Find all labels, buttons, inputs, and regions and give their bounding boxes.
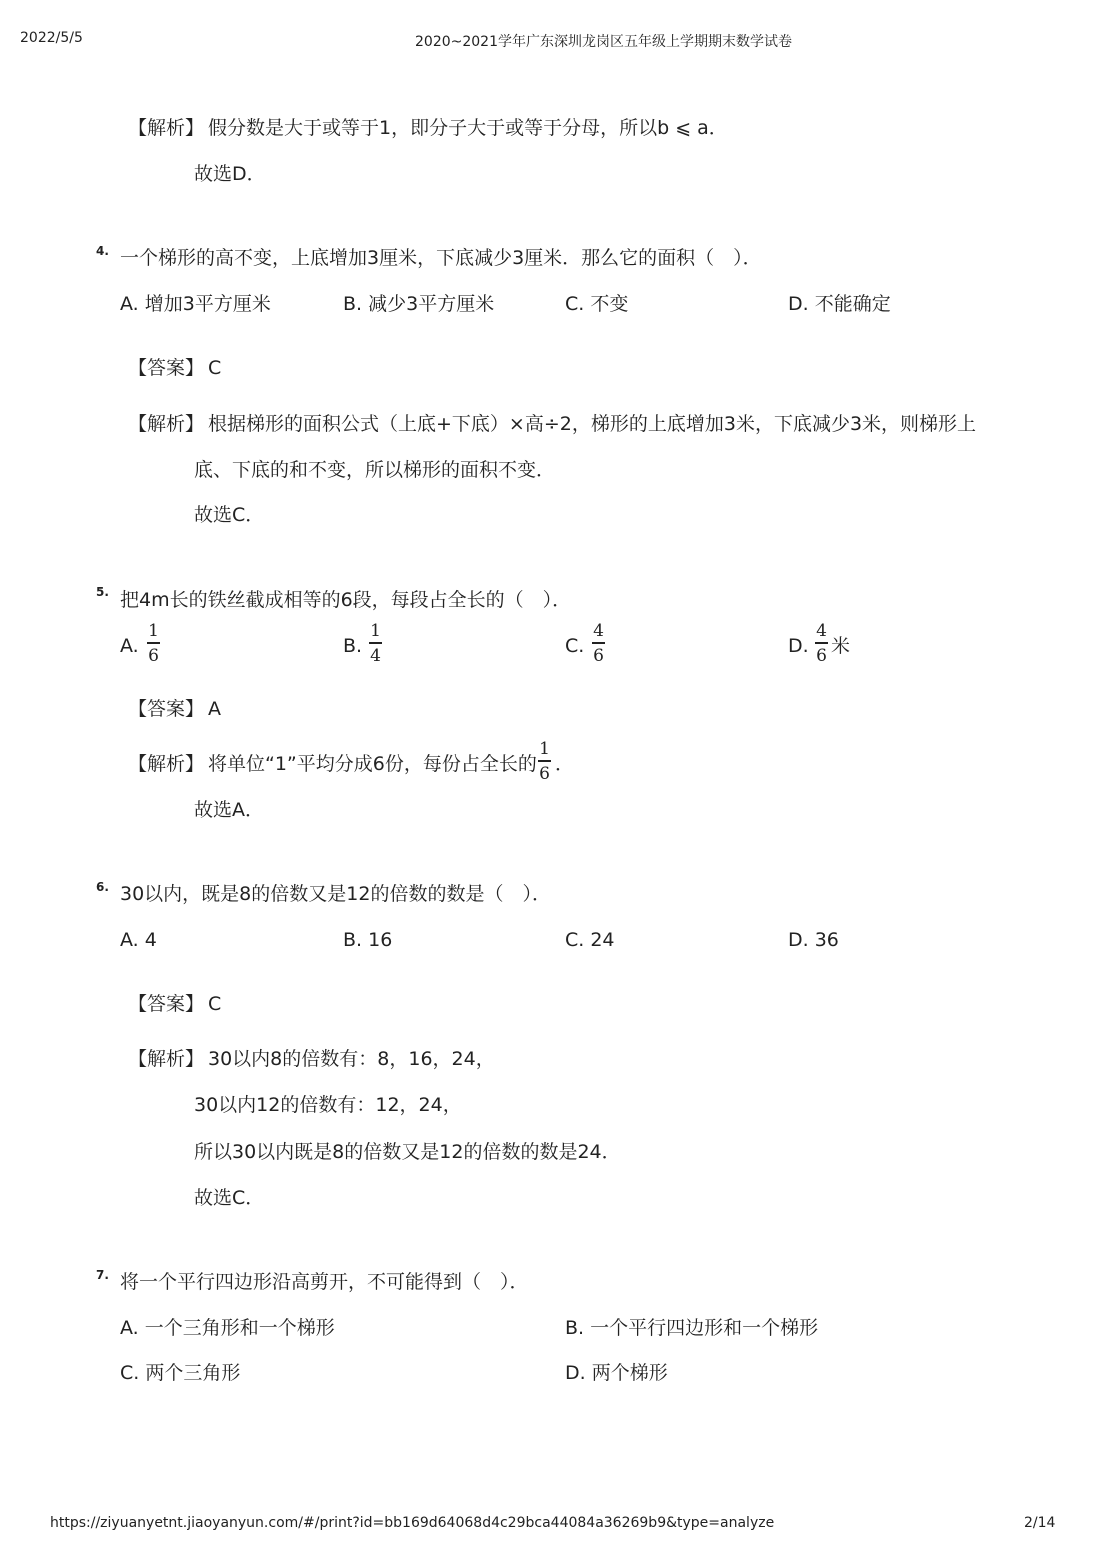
analysis-label: 【解析】 [128, 1048, 205, 1070]
question-number: 7. [96, 1268, 109, 1282]
option-d[interactable]: D. 两个梯形 [565, 1362, 668, 1384]
option-a[interactable]: A. 一个三角形和一个梯形 [120, 1317, 335, 1339]
fraction [147, 622, 160, 665]
conclusion: 故选C． [194, 1187, 265, 1209]
fraction-numerator: 1 [148, 621, 159, 641]
analysis-text: 假分数是大于或等于1，即分子大于或等于分母，所以b ⩽ a． [208, 117, 728, 139]
option-prefix: B. [343, 635, 363, 657]
answer-value: C [208, 357, 222, 379]
answer-value: A [208, 698, 221, 720]
fraction-numerator: 1 [370, 621, 381, 641]
fraction-denominator: 6 [148, 645, 159, 666]
page-number: 2/14 [1024, 1515, 1056, 1531]
analysis-label: 【解析】 [128, 753, 205, 775]
analysis-text: 将单位“1”平均分成6份，每份占全长的 [208, 753, 537, 775]
answer-label: 【答案】 [128, 357, 205, 379]
question-number: 5. [96, 585, 109, 599]
fraction-bar [147, 642, 160, 644]
option-b[interactable]: B. 减少3平方厘米 [343, 293, 495, 315]
fraction-bar [592, 642, 605, 644]
option-c[interactable]: C. 24 [565, 929, 615, 951]
question-stem: 将一个平行四边形沿高剪开，不可能得到（ ）． [120, 1271, 529, 1293]
option-prefix: A. [120, 635, 139, 657]
print-date: 2022/5/5 [20, 30, 83, 46]
option-prefix: C. [565, 635, 585, 657]
conclusion: 故选A． [194, 799, 264, 821]
question-number: 6. [96, 880, 109, 894]
fraction-denominator: 6 [816, 645, 827, 666]
fraction-denominator: 4 [370, 645, 381, 666]
question-stem: 30以内，既是8的倍数又是12的倍数的数是（ ）． [120, 883, 551, 905]
fraction-numerator: 4 [816, 621, 827, 641]
answer-label: 【答案】 [128, 698, 205, 720]
answer-label: 【答案】 [128, 993, 205, 1015]
fraction [538, 740, 551, 783]
question-stem: 把4m长的铁丝截成相等的6段，每段占全长的（ ）． [120, 589, 572, 611]
option-d[interactable]: D. 36 [788, 929, 839, 951]
analysis-line: 所以30以内既是8的倍数又是12的倍数的数是24． [194, 1141, 621, 1163]
fraction [592, 622, 605, 665]
analysis-label: 【解析】 [128, 117, 205, 139]
analysis-line: 30以内12的倍数有：12，24， [194, 1094, 462, 1116]
analysis-line: 底、下底的和不变，所以梯形的面积不变． [194, 459, 556, 481]
fraction [369, 622, 382, 665]
question-number: 4. [96, 244, 109, 258]
option-b[interactable]: B. 16 [343, 929, 393, 951]
document-title: 2020~2021学年广东深圳龙岗区五年级上学期期末数学试卷 [415, 34, 792, 50]
option-b[interactable]: B. 一个平行四边形和一个梯形 [565, 1317, 819, 1339]
analysis-end: ． [555, 753, 575, 775]
fraction-numerator: 4 [593, 621, 604, 641]
fraction-denominator: 6 [539, 763, 550, 784]
question-stem: 一个梯形的高不变，上底增加3厘米，下底减少3厘米．那么它的面积（ ）． [120, 247, 762, 269]
fraction-denominator: 6 [593, 645, 604, 666]
analysis-line: 30以内8的倍数有：8，16，24， [208, 1048, 495, 1070]
option-c[interactable]: C. 两个三角形 [120, 1362, 241, 1384]
conclusion: 故选C． [194, 504, 265, 526]
conclusion: 故选D． [194, 163, 266, 185]
option-a[interactable]: A. 增加3平方厘米 [120, 293, 271, 315]
option-prefix: D. [788, 635, 809, 657]
fraction-bar [538, 760, 551, 762]
option-a[interactable]: A. 4 [120, 929, 157, 951]
option-unit: 米 [831, 635, 851, 657]
fraction-bar [369, 642, 382, 644]
fraction-bar [815, 642, 828, 644]
answer-value: C [208, 993, 222, 1015]
analysis-line: 根据梯形的面积公式（上底+下底）×高÷2，梯形的上底增加3米，下底减少3米，则梯形上 [208, 413, 977, 435]
option-c[interactable]: C. 不变 [565, 293, 629, 315]
page-url[interactable]: https://ziyuanyetnt.jiaoyanyun.com/#/print?id=bb169d64068d4c29bca44084a36269b9&type=analyze [50, 1515, 775, 1531]
analysis-label: 【解析】 [128, 413, 205, 435]
option-d[interactable]: D. 不能确定 [788, 293, 891, 315]
fraction-numerator: 1 [539, 739, 550, 759]
fraction [815, 622, 828, 665]
